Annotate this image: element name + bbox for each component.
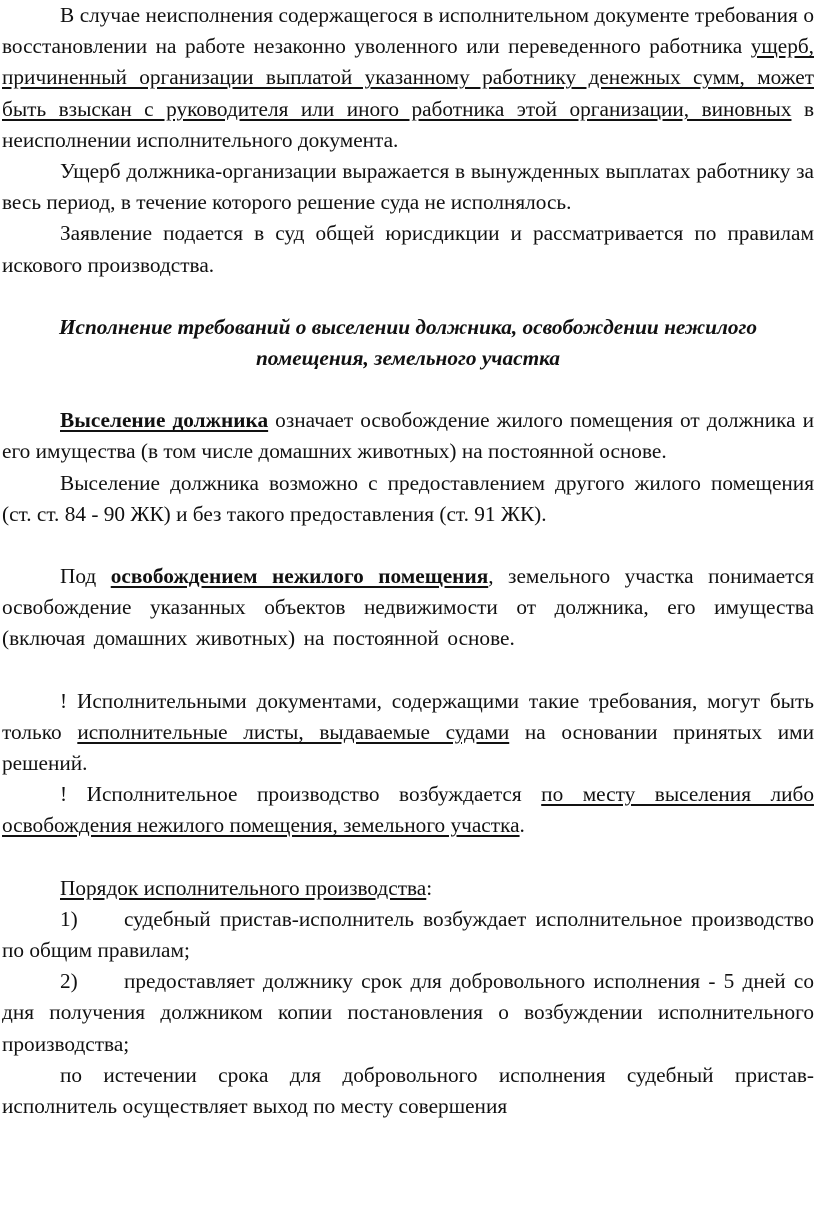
- paragraph-procedure-title: [2, 873, 814, 904]
- text-segment: В случае неисполнения содержащегося в исполнительном документе требования о восстановлении на работе незаконно уволенного или переведенного работника: [2, 3, 814, 59]
- paragraph-executive-documents: [2, 686, 814, 780]
- text-segment: :: [426, 875, 433, 900]
- list-number: 2): [60, 969, 78, 994]
- spacer: [2, 842, 814, 873]
- paragraph-claim-filing: Заявление подается в суд общей юрисдикции и рассматривается по правилам искового производства.: [2, 221, 814, 277]
- paragraph-damage-expression: Ущерб должника-организации выражается в вынужденных выплатах работнику за весь период, в течение которого решение суда не исполнялось.: [2, 159, 814, 215]
- paragraph-eviction-options: Выселение должника возможно с предоставлением другого жилого помещения (ст. ст. 84 - 90 ЖК) и без такого предоставления (ст. 91 ЖК).: [2, 470, 814, 526]
- underlined-text: Порядок исполнительного производства: [60, 875, 427, 900]
- paragraph-after-deadline: по истечении срока для добровольного исполнения судебный пристав-исполнитель осуществляет выход по месту совершения: [2, 1062, 814, 1119]
- text-segment: ! Исполнительное производство возбуждается: [60, 782, 542, 807]
- list-number: 1): [60, 906, 78, 931]
- section-heading: Исполнение требований о выселении должника, освобождении нежилого помещения, земельного участка: [58, 314, 758, 371]
- underlined-text: ущерб, причиненный организации выплатой указанному работнику денежных сумм, может быть взыскан с руководителя или иного работника этой организации, виновных: [2, 34, 814, 121]
- document-page: [2, 0, 814, 1122]
- paragraph-proceeding-location: [2, 779, 814, 841]
- list-text: предоставляет должнику срок для добровольного исполнения - 5 дней со дня получения должником копии постановления о возбуждении исполнительного производства;: [2, 969, 814, 1056]
- spacer: [2, 374, 814, 405]
- text-segment: , земельного участка понимается освобождение указанных объектов недвижимости от должника, его имущества (включая домашних животных) на постоянной основе.: [2, 564, 814, 651]
- text-segment: ! Исполнительными документами, содержащими такие требования, могут быть только: [2, 688, 814, 744]
- list-text: судебный пристав-исполнитель возбуждает исполнительное производство по общим правилам;: [2, 906, 814, 963]
- text-segment: на основании принятых ими решений.: [2, 719, 814, 776]
- paragraph-restoration-damage: [2, 0, 814, 156]
- text-segment: .: [519, 813, 525, 838]
- text-segment: Под: [60, 564, 111, 589]
- list-item: [2, 966, 814, 1060]
- spacer: [2, 530, 814, 561]
- paragraph-nonresidential-definition: [2, 561, 814, 655]
- list-item: [2, 904, 814, 966]
- spacer: [2, 655, 814, 686]
- underlined-text: по месту выселения либо освобождения нежилого помещения, земельного участка: [2, 782, 814, 838]
- term-eviction: Выселение должника: [60, 408, 269, 433]
- term-nonresidential-release: освобождением нежилого помещения: [110, 564, 489, 589]
- text-segment: в неисполнении исполнительного документа.: [2, 96, 814, 152]
- underlined-text: исполнительные листы, выдаваемые судами: [77, 719, 510, 744]
- paragraph-eviction-definition: [2, 405, 814, 467]
- text-segment: означает освобождение жилого помещения от должника и его имущества (в том числе домашних животных) на постоянной основе.: [2, 408, 814, 464]
- spacer: [2, 281, 814, 312]
